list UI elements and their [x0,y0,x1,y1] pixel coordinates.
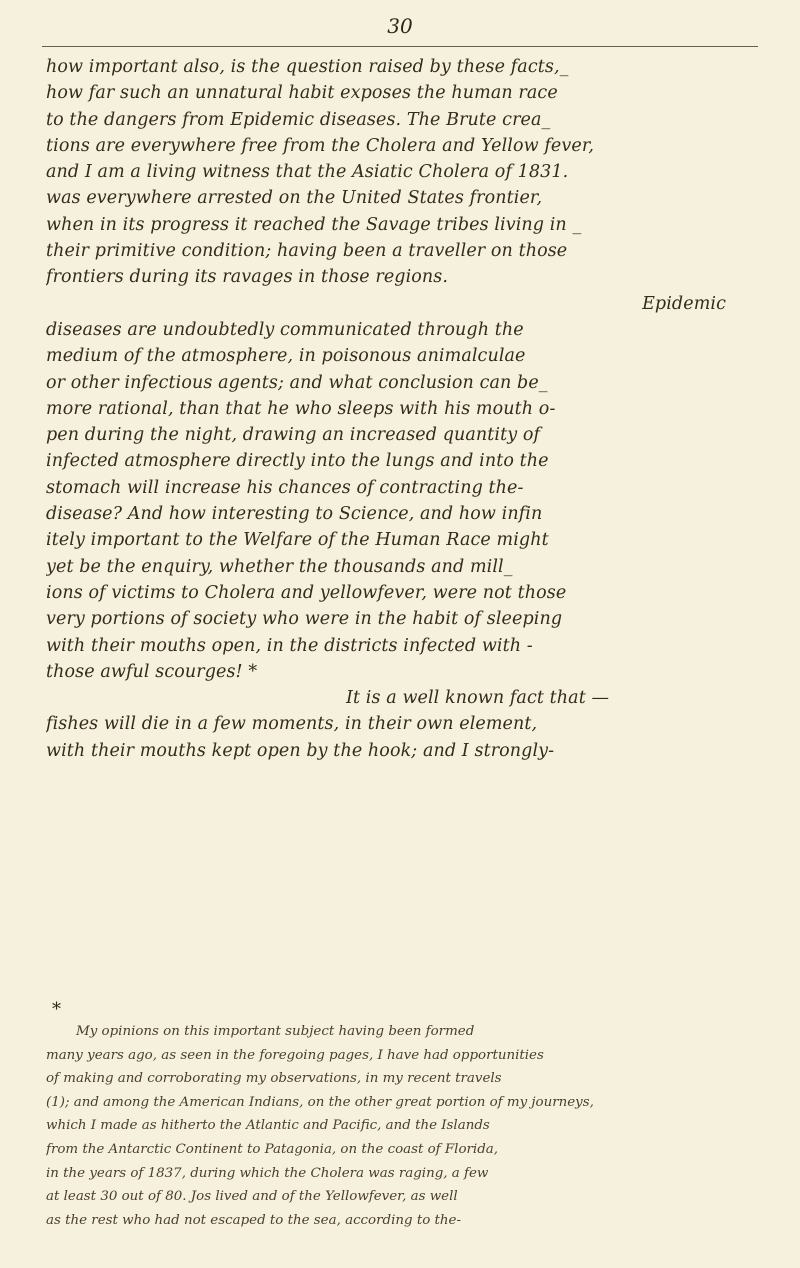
manuscript-line: It is a well known fact that — [346,688,610,709]
footnote-line: many years ago, as seen in the foregoing pages, I have had opportunities [46,1047,544,1063]
footnote-line: at least 30 out of 80. Jos lived and of the Yellowfever, as well [46,1189,458,1205]
manuscript-line: their primitive condition; having been a traveller on those [46,241,568,262]
manuscript-line: very portions of society who were in the habit of sleeping [46,609,563,630]
manuscript-line: infected atmosphere directly into the lungs and into the [46,451,549,472]
manuscript-line: disease? And how interesting to Science, and how infin [46,504,543,525]
manuscript-line: pen during the night, drawing an increased quantity of [46,425,541,446]
manuscript-line: when in its progress it reached the Savage tribes living in _ [46,214,582,235]
manuscript-line: medium of the atmosphere, in poisonous animalculae [46,346,526,367]
manuscript-body [46,54,766,764]
manuscript-line: frontiers during its ravages in those regions. [46,267,449,288]
manuscript-line: to the dangers from Epidemic diseases. The Brute crea_ [46,109,551,130]
manuscript-line: was everywhere arrested on the United States frontier, [46,188,543,209]
manuscript-line: more rational, than that he who sleeps with his mouth o- [46,398,556,419]
footnote-line: as the rest who had not escaped to the sea, according to the- [46,1212,461,1228]
manuscript-line: or other infectious agents; and what conclusion can be_ [46,372,548,393]
footnote-line: from the Antarctic Continent to Patagonia, on the coast of Florida, [46,1141,499,1157]
manuscript-line: how important also, is the question raised by these facts,_ [46,57,569,77]
page-number: 30 [387,14,413,38]
manuscript-line: how far such an unnatural habit exposes the human race [46,83,558,104]
footnote-line: which I made as hitherto the Atlantic and Pacific, and the Islands [46,1118,490,1134]
footnote-line: in the years of 1837, during which the Cholera was raging, a few [46,1165,489,1181]
manuscript-line: itely important to the Welfare of the Human Race might [46,530,549,551]
manuscript-line: yet be the enquiry, whether the thousands and mill_ [46,556,513,577]
manuscript-line: and I am a living witness that the Asiatic Cholera of 1831. [46,162,569,183]
manuscript-line: Epidemic [642,293,726,314]
footnote-line: of making and corroborating my observations, in my recent travels [46,1071,502,1087]
footnote-marker: * [52,999,61,1020]
footnote-line: My opinions on this important subject having been formed [76,1024,475,1039]
manuscript-line: those awful scourges! * [46,661,258,682]
manuscript-line: with their mouths kept open by the hook; and I strongly- [46,740,555,761]
manuscript-line: with their mouths open, in the districts infected with - [46,635,533,656]
manuscript-line: tions are everywhere free from the Cholera and Yellow fever, [46,135,595,156]
footnote [46,1000,762,1232]
manuscript-line: stomach will increase his chances of contracting the- [46,477,524,498]
footnote-line: (1); and among the American Indians, on the other great portion of my journeys, [46,1094,594,1110]
manuscript-line: fishes will die in a few moments, in their own element, [46,714,538,735]
header-rule [42,46,758,47]
manuscript-line: ions of victims to Cholera and yellowfever, were not those [46,582,567,603]
manuscript-line: diseases are undoubtedly communicated through the [46,319,524,340]
